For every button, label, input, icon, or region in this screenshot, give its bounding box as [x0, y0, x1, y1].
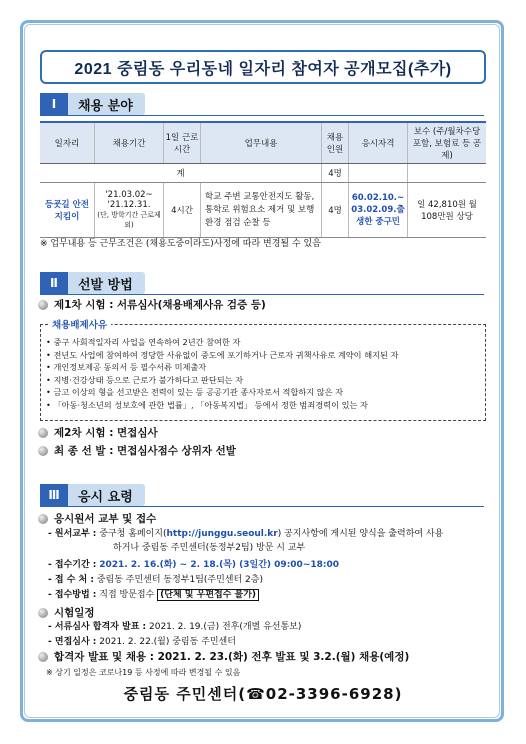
table-total-row — [40, 164, 486, 183]
distribution-label: - 원서교부 : — [48, 529, 97, 539]
method-line — [48, 589, 259, 601]
stage3-item — [38, 443, 236, 458]
period-value: 2021. 2. 16.(화) ~ 2. 18.(목) (3일간) 09:00~18:00 — [99, 560, 340, 570]
homepage-link[interactable]: http://junggu.seoul.kr — [166, 529, 278, 539]
bullet-icon — [38, 446, 48, 456]
cell-hours: 4시간 — [164, 183, 201, 238]
col-header-hours: 1일 근로시간 — [164, 122, 201, 164]
total-count: 4명 — [322, 164, 349, 183]
doc-result-value: 2021. 2. 19.(금) 전후(개별 유선통보) — [149, 622, 302, 632]
distribution-text-2: ) 공지사항에 게시된 양식을 출력하여 사용 — [277, 529, 444, 539]
section-3-header — [40, 484, 145, 506]
section-2-header — [40, 272, 145, 294]
list-item: • 전년도 사업에 참여하여 정당한 사유없이 중도에 포기하거나 근로자 귀책사유로 계약이 해지된 자 — [46, 349, 398, 362]
schedule-note: ※ 상기 일정은 코로나19 등 사정에 따라 변경될 수 있음 — [46, 668, 241, 677]
distribution-line — [48, 528, 443, 540]
list-item: • 중구 사회적일자리 사업을 연속하여 2년간 참여한 자 — [46, 336, 398, 349]
period-label: - 접수기간 : — [48, 560, 97, 570]
section-number: Ⅲ — [40, 484, 68, 506]
stage1-item — [38, 297, 266, 312]
method-restriction: (단체 및 우편접수 불가) — [157, 589, 259, 601]
list-item: • 지병·건강상태 등으로 근로가 불가하다고 판단되는 자 — [46, 374, 398, 387]
stage2-item — [38, 425, 158, 440]
stage2-text: 제2차 시험 : 면접심사 — [54, 427, 158, 439]
cell-period-dates: '21.03.02~ '21.12.31. — [105, 190, 153, 210]
cell-period-note: (단, 방학기간 근로제외) — [97, 211, 161, 229]
schedule-heading — [38, 605, 95, 620]
page-title: 2021 중림동 우리동네 일자리 참여자 공개모집(추가) — [40, 50, 486, 84]
place-line — [48, 574, 263, 586]
interview-label: - 면접심사 : — [48, 637, 97, 647]
working-conditions-note: ※ 업무내용 등 근무조건은 (채용도중이라도)사정에 따라 변경될 수 있음 — [40, 239, 321, 249]
col-header-duties: 업무내용 — [201, 122, 322, 164]
apply-heading-text: 응시원서 교부 및 접수 — [54, 513, 157, 525]
section-number: Ⅱ — [40, 272, 68, 294]
total-empty-1 — [349, 164, 408, 183]
apply-heading — [38, 511, 156, 526]
doc-result-label: - 서류심사 합격자 발표 : — [48, 622, 147, 632]
cell-duties: 학교 주변 교통안전지도 활동, 통학로 위험요소 제거 및 보행환경 점검 순찰 등 — [201, 183, 322, 238]
bullet-icon — [38, 652, 48, 662]
final-item — [38, 649, 409, 664]
section-1-header — [40, 93, 145, 115]
schedule-heading-text: 시험일정 — [54, 607, 95, 619]
col-header-period: 채용기간 — [95, 122, 164, 164]
method-value: 직접 방문접수 — [99, 590, 155, 600]
table-row — [40, 183, 486, 238]
place-label: - 접 수 처 : — [48, 575, 94, 585]
table-header-row — [40, 122, 486, 164]
interview-value: 2021. 2. 22.(월) 중림동 주민센터 — [99, 637, 236, 647]
list-item: • 금고 이상의 형을 선고받은 전력이 있는 등 공공기관 종사자로서 적합하지 않은 자 — [46, 386, 398, 399]
period-line — [48, 559, 339, 571]
col-header-job: 일자리 — [40, 122, 95, 164]
col-header-qual: 응시자격 — [349, 122, 408, 164]
total-empty-2 — [408, 164, 487, 183]
cell-pay: 일 42,810원 월 108만원 상당 — [408, 183, 487, 238]
distribution-line-2: 하거나 중림동 주민센터(동정부2팀) 방문 시 교부 — [113, 543, 306, 553]
bullet-icon — [38, 608, 48, 618]
distribution-text: 중구청 홈페이지( — [99, 529, 167, 539]
exclusion-list — [46, 336, 398, 412]
col-header-count: 채용 인원 — [322, 122, 349, 164]
section-number: Ⅰ — [40, 93, 68, 115]
stage1-text: 제1차 시험 : 서류심사(채용배제사유 검증 등) — [54, 299, 266, 311]
exclusion-title: 채용배제사유 — [48, 317, 111, 331]
col-header-pay: 보수 (주/월차수당 포함, 보험료 등 공제) — [408, 122, 487, 164]
list-item: • 개인정보제공 동의서 등 필수서류 미제출자 — [46, 361, 398, 374]
jobs-table — [40, 121, 486, 238]
final-text: 합격자 발표 및 채용 : 2021. 2. 23.(화) 전후 발표 및 3.2.(월) 채용(예정) — [54, 651, 410, 663]
cell-period — [95, 183, 164, 238]
total-label: 계 — [40, 164, 322, 183]
method-label: - 접수방법 : — [48, 590, 97, 600]
stage3-text: 최 종 선 발 : 면접심사점수 상위자 선발 — [54, 445, 236, 457]
bullet-icon — [38, 514, 48, 524]
interview-line — [48, 636, 236, 648]
bullet-icon — [38, 428, 48, 438]
cell-qual: 60.02.10.~ 03.02.09.출생한 중구민 — [349, 183, 408, 238]
section-label: 응시 요령 — [68, 484, 145, 506]
cell-job: 등굣길 안전지킴이 — [40, 183, 95, 238]
section-rule — [40, 506, 484, 507]
place-value: 중림동 주민센터 동정부1팀(주민센터 2층) — [96, 575, 263, 585]
section-label: 선발 방법 — [68, 272, 145, 294]
doc-result-line — [48, 621, 301, 633]
cell-count: 4명 — [322, 183, 349, 238]
bullet-icon — [38, 300, 48, 310]
list-item: • 「아동·청소년의 성보호에 관한 법률」, 「아동복지법」 등에서 정한 범죄경력이 있는 자 — [46, 399, 398, 412]
footer-contact: 중림동 주민센터(☎02-3396-6928) — [123, 685, 403, 703]
section-rule — [40, 294, 484, 295]
section-rule — [40, 115, 484, 116]
section-label: 채용 분야 — [68, 93, 145, 115]
